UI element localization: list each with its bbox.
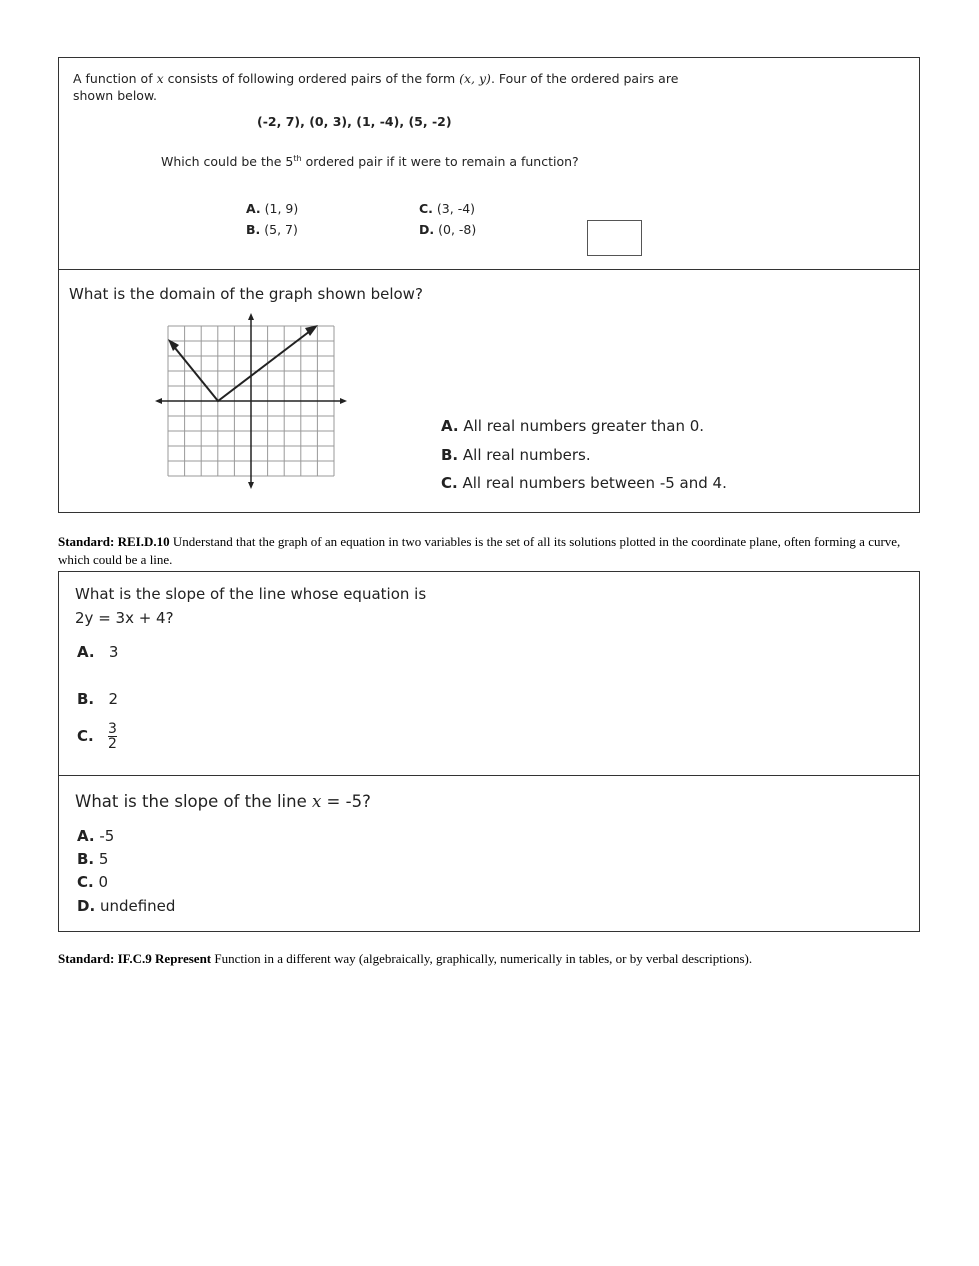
q4-choice-d: D. undefined (77, 897, 176, 915)
q3-equation: 2y = 3x + 4? (75, 609, 174, 627)
question-4-box (58, 775, 920, 932)
q1-choice-d: D. (0, -8) (419, 222, 477, 237)
domain-graph (151, 311, 351, 501)
q4-choice-a: A. -5 (77, 827, 115, 845)
q3-question: What is the slope of the line whose equation is (75, 585, 427, 603)
q1-stem: A function of x consists of following ordered pairs of the form (x, y). Four of the ordered pairs are (73, 71, 679, 86)
q3-choice-c: C. $\frac{3}{2}$ (77, 721, 117, 752)
q2-choice-a: A. All real numbers greater than 0. (441, 417, 705, 435)
q3-choice-b: B. 2 (77, 690, 118, 708)
q2-choice-c: C. All real numbers between -5 and 4. (441, 474, 727, 492)
answer-box[interactable] (587, 220, 642, 256)
graph-axes (159, 317, 343, 485)
standard-if-c-9: Standard: IF.C.9 Represent Function in a different way (algebraically, graphically, numerically in tables, or by verbal descriptions). (58, 951, 753, 966)
question-1-box (58, 57, 920, 270)
q1-choice-b: B. (5, 7) (246, 222, 298, 237)
fraction-three-halves: $\frac{3}{2}$ (108, 721, 117, 752)
q1-choice-c: C. (3, -4) (419, 201, 476, 216)
q1-stem-line2: shown below. (73, 88, 157, 103)
q2-choice-b: B. All real numbers. (441, 446, 591, 464)
question-3-box (58, 571, 920, 776)
q1-choice-a: A. (1, 9) (246, 201, 299, 216)
q2-question: What is the domain of the graph shown below? (69, 285, 423, 303)
absolute-value-graph-line (171, 328, 314, 401)
q4-question: What is the slope of the line x = -5? (75, 792, 371, 811)
q4-choice-c: C. 0 (77, 873, 109, 891)
q3-choice-a: A. 3 (77, 643, 119, 661)
q4-choice-b: B. 5 (77, 850, 109, 868)
q1-pairs: (-2, 7), (0, 3), (1, -4), (5, -2) (257, 114, 452, 129)
question-2-box (58, 269, 920, 513)
q1-question: Which could be the 5th ordered pair if it were to remain a function? (161, 154, 579, 170)
standard-rei-d-10: Standard: REI.D.10 Understand that the graph of an equation in two variables is the set of all its solutions plotted in the coordinate plane, often forming a curve, which could be a line. (58, 534, 901, 567)
